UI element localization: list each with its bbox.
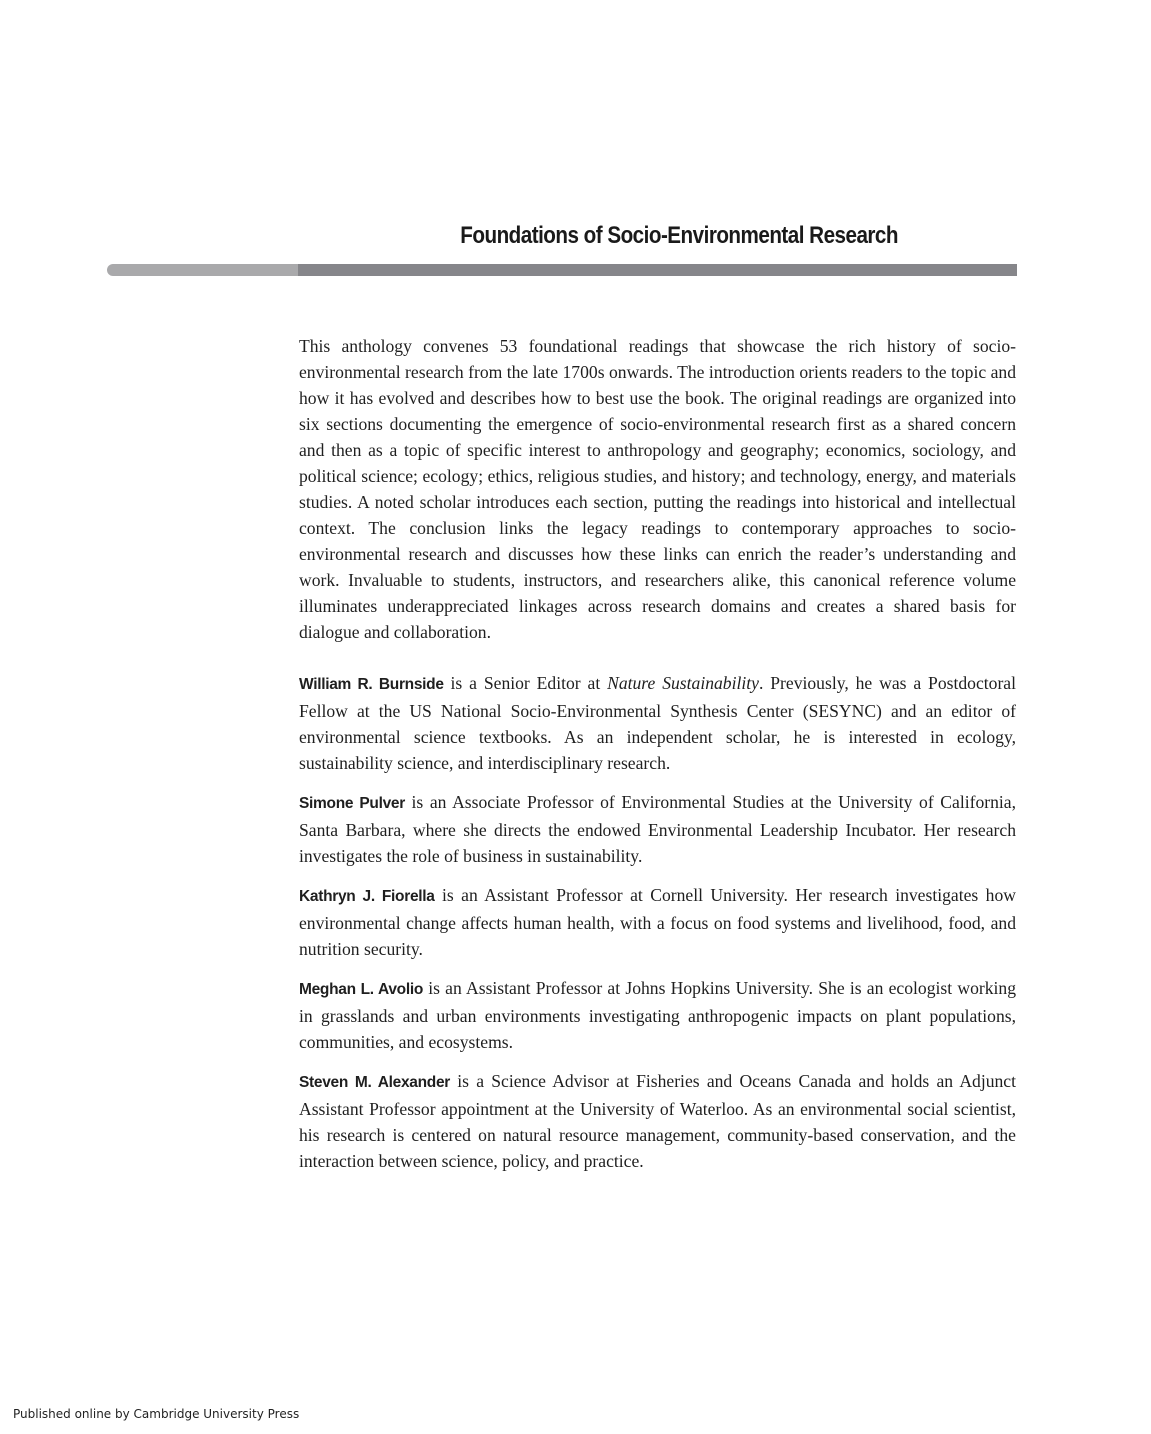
journal-name: Nature Sustainability <box>607 673 759 693</box>
author-bio-text: is an Assistant Professor at Cornell University. Her research investigates how environmental change affects human health, with a focus on food systems and livelihood, food, and nutrition security. <box>299 885 1016 959</box>
author-bio-pulver <box>299 789 1016 869</box>
author-bio-text: is an Associate Professor of Environmental Studies at the University of California, Santa Barbara, where she directs the endowed Environmental Leadership Incubator. Her research investigates the role of business in sustainability. <box>299 792 1016 866</box>
author-name: William R. Burnside <box>299 676 444 693</box>
page-body <box>299 333 1016 1187</box>
author-bio-text: . Previously, he was a Postdoctoral Fellow at the US National Socio-Environmental Synthesis Center (SESYNC) and an editor of environmental science textbooks. As an independent scholar, he is interested in ecology, sustainability science, and interdisciplinary research. <box>299 673 1017 773</box>
author-bio-avolio <box>299 975 1016 1055</box>
title-rule-light-segment <box>107 264 302 276</box>
publisher-footer: Published online by Cambridge University Press <box>13 1407 300 1421</box>
title-rule <box>107 264 1017 276</box>
author-name: Simone Pulver <box>299 795 405 812</box>
author-bio-text: is an Assistant Professor at Johns Hopkins University. She is an ecologist working in grasslands and urban environments investigating anthropogenic impacts on plant populations, communities, and ecosystems. <box>299 978 1016 1052</box>
author-bio-text: is a Senior Editor at <box>443 673 608 693</box>
author-bio-fiorella <box>299 882 1016 962</box>
author-bio-alexander <box>299 1068 1016 1174</box>
author-name: Kathryn J. Fiorella <box>299 888 435 905</box>
book-description: This anthology convenes 53 foundational readings that showcase the rich history of socio-environmental research from the late 1700s onwards. The introduction orients readers to the topic and how it has evolved and describes how to best use the book. The original readings are organized into six sections documenting the emergence of socio-environmental research first as a shared concern and then as a topic of specific interest to anthropology and geography; economics, sociology, and political science; ecology; ethics, religious studies, and history; and technology, energy, and materials studies. A noted scholar introduces each section, putting the readings into historical and intellectual context. The conclusion links the legacy readings to contemporary approaches to socio-environmental research and discusses how these links can enrich the reader’s understanding and work. Invaluable to students, instructors, and researchers alike, this canonical reference volume illuminates underappreciated linkages across research domains and creates a shared basis for dialogue and collaboration. <box>299 336 1016 642</box>
author-bio-burnside <box>299 670 1016 776</box>
title-rule-dark-segment <box>298 264 1017 276</box>
author-name: Meghan L. Avolio <box>299 981 423 998</box>
author-bio-text: is a Science Advisor at Fisheries and Oceans Canada and holds an Adjunct Assistant Professor appointment at the University of Waterloo. As an environmental social scientist, his research is centered on natural resource management, community-based conservation, and the interaction between science, policy, and practice. <box>299 1071 1017 1171</box>
author-name: Steven M. Alexander <box>299 1074 451 1091</box>
book-title: Foundations of Socio-Environmental Research <box>460 222 898 249</box>
